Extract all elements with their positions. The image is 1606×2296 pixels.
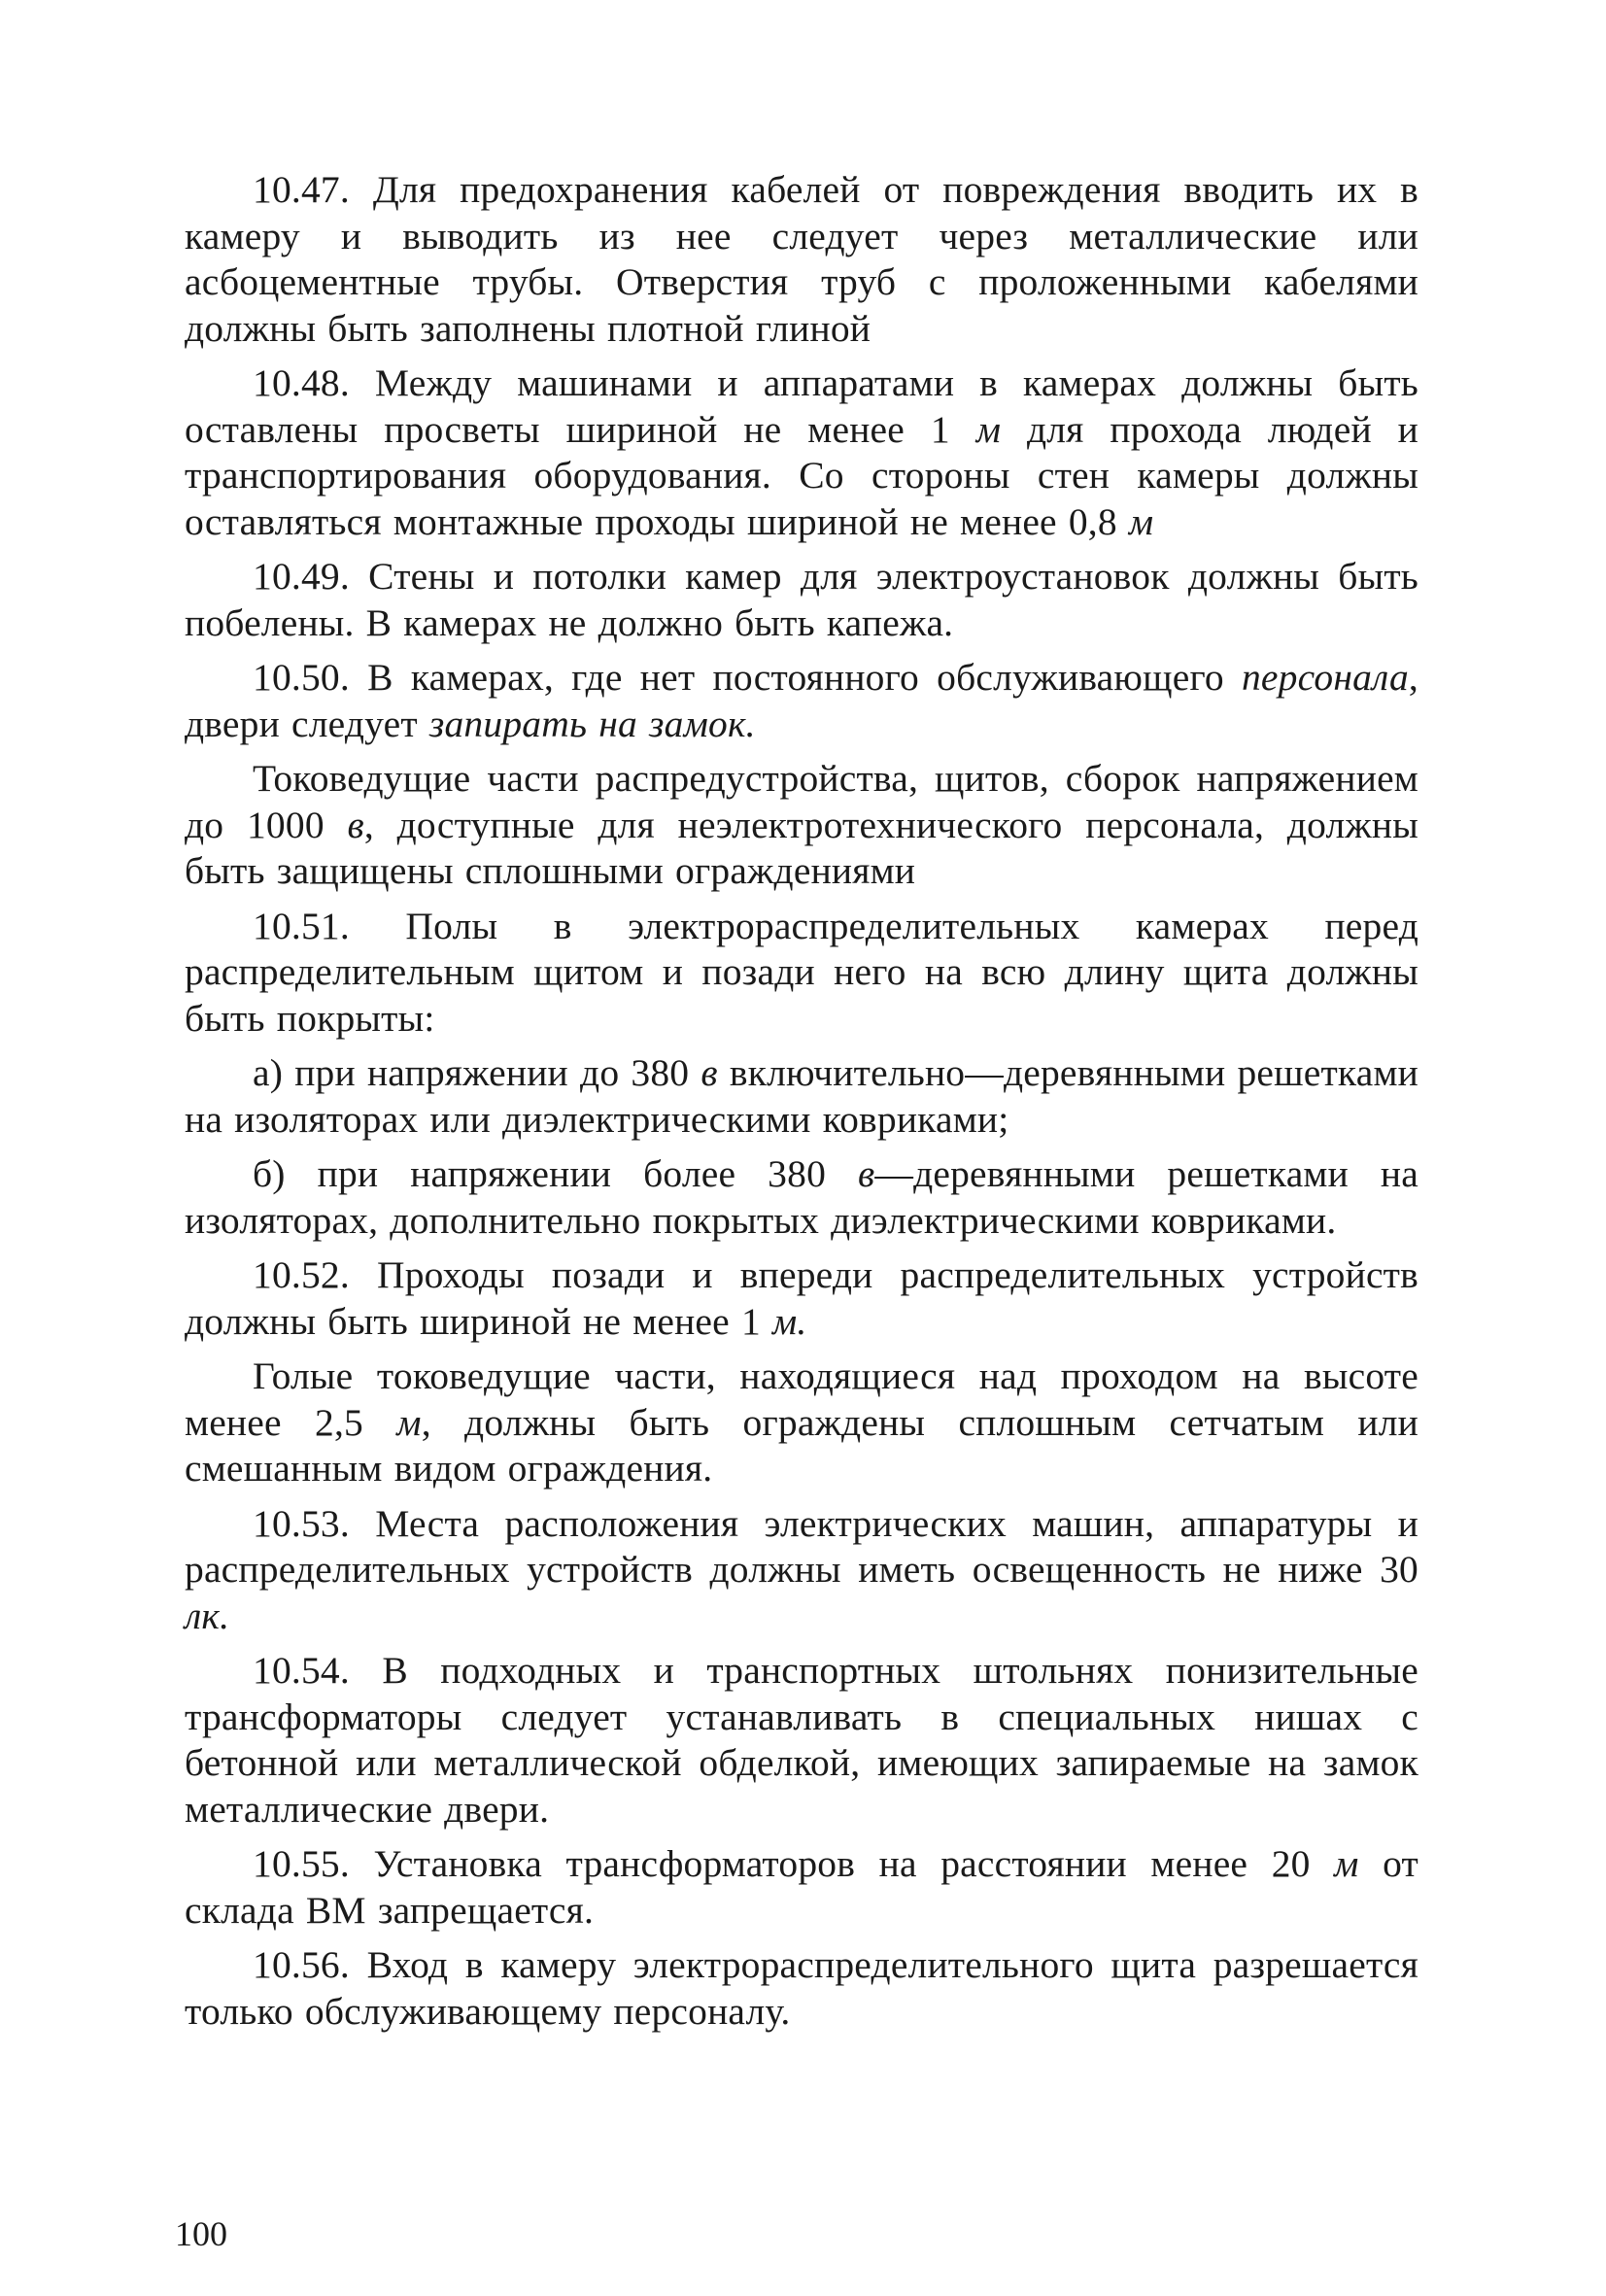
paragraph-text: м xyxy=(975,407,1002,451)
paragraph-10-53 xyxy=(185,1501,1418,1640)
paragraph-text: включительно—деревянными решетками на изоляторах или диэлектрическими ковриками; xyxy=(185,1051,1418,1141)
paragraph-text: 10.52. Проходы позади и впереди распределительных устройств должны быть шириной не менее 1 xyxy=(185,1253,1418,1343)
paragraph-text: запирать на замок. xyxy=(428,702,756,745)
page-body xyxy=(185,167,1418,2043)
paragraph-text: Голые токоведущие части, находящиеся над проходом на высоте менее 2,5 xyxy=(185,1354,1418,1444)
paragraph-10-50 xyxy=(185,655,1418,747)
paragraph-10-50-b xyxy=(185,756,1418,895)
paragraph-text: 10.55. Установка трансформаторов на расстоянии менее 20 xyxy=(253,1842,1335,1885)
paragraph-10-54 xyxy=(185,1648,1418,1833)
paragraph-10-49 xyxy=(185,554,1418,646)
paragraph-text: , должны быть ограждены сплошным сетчатым или смешанным видом ограждения. xyxy=(185,1400,1419,1490)
paragraph-10-56 xyxy=(185,1942,1418,2035)
paragraph-text: персонала xyxy=(1241,656,1409,699)
paragraph-text: 10.47. Для предохранения кабелей от повреждения вводить их в камеру и выводить из нее следует через металлические или асбоцементные трубы. Отверстия труб с проложенными кабелями должны быть заполнены плотной глиной xyxy=(185,168,1418,350)
paragraph-text: 10.48. Между машинами и аппаратами в камерах должны быть оставлены просветы шириной не менее 1 xyxy=(185,361,1418,451)
paragraph-text: для прохода людей и транспортирования оборудования. Со стороны стен камеры должны оставляться монтажные проходы шириной не менее 0,8 xyxy=(185,407,1418,543)
paragraph-10-48 xyxy=(185,360,1418,545)
paragraph-10-47 xyxy=(185,167,1418,352)
paragraph-text: , двери следует xyxy=(185,656,1418,745)
paragraph-text: 10.50. В камерах, где нет постоянного обслуживающего xyxy=(253,656,1242,699)
paragraph-text: в xyxy=(700,1051,718,1094)
paragraph-text: 10.54. В подходных и транспортных штольнях понизительные трансформаторы следует устанавливать в специальных нишах с бетонной или металлической обделкой, имеющих запираемые на замок металлические двери. xyxy=(185,1649,1418,1831)
paragraph-text: м xyxy=(396,1400,422,1444)
paragraph-text: от склада ВМ запрещается. xyxy=(185,1842,1418,1932)
paragraph-text: м xyxy=(1334,1842,1359,1885)
paragraph-text: лк. xyxy=(185,1593,230,1637)
paragraph-10-52 xyxy=(185,1252,1418,1345)
paragraph-text: 10.56. Вход в камеру электрораспределительного щита разрешается только обслуживающему персоналу. xyxy=(185,1943,1418,2033)
paragraph-text: —деревянными решетками на изоляторах, дополнительно покрытых диэлектрическими ковриками. xyxy=(185,1152,1418,1242)
paragraph-text: 10.49. Стены и потолки камер для электроустановок должны быть побелены. В камерах не должно быть капежа. xyxy=(185,555,1418,644)
paragraph-text: 10.53. Места расположения электрических машин, аппаратуры и распределительных устройств должны иметь освещенность не ниже 30 xyxy=(185,1501,1418,1591)
paragraph-text: 10.51. Полы в электрораспределительных камерах перед распределительным щитом и позади него на всю длину щита должны быть покрыты: xyxy=(185,904,1418,1040)
paragraph-10-52-b xyxy=(185,1354,1418,1492)
paragraph-text: б) при напряжении более 380 xyxy=(253,1152,859,1195)
paragraph-text: в xyxy=(858,1152,875,1195)
paragraph-text: м xyxy=(1128,499,1154,543)
paragraph-text: Токоведущие части распредустройства, щитов, сборок напряжением до 1000 xyxy=(185,757,1418,846)
paragraph-10-51-a xyxy=(185,1050,1418,1143)
page-number: 100 xyxy=(175,2214,227,2253)
paragraph-text: м. xyxy=(772,1299,807,1343)
paragraph-10-51-b xyxy=(185,1151,1418,1244)
paragraph-text: , доступные для неэлектротехнического персонала, должны быть защищены сплошными ограждениями xyxy=(185,803,1418,892)
paragraph-10-51 xyxy=(185,904,1418,1043)
paragraph-text: а) при напряжении до 380 xyxy=(253,1051,701,1094)
paragraph-10-55 xyxy=(185,1841,1418,1934)
paragraph-text: в xyxy=(347,803,364,846)
